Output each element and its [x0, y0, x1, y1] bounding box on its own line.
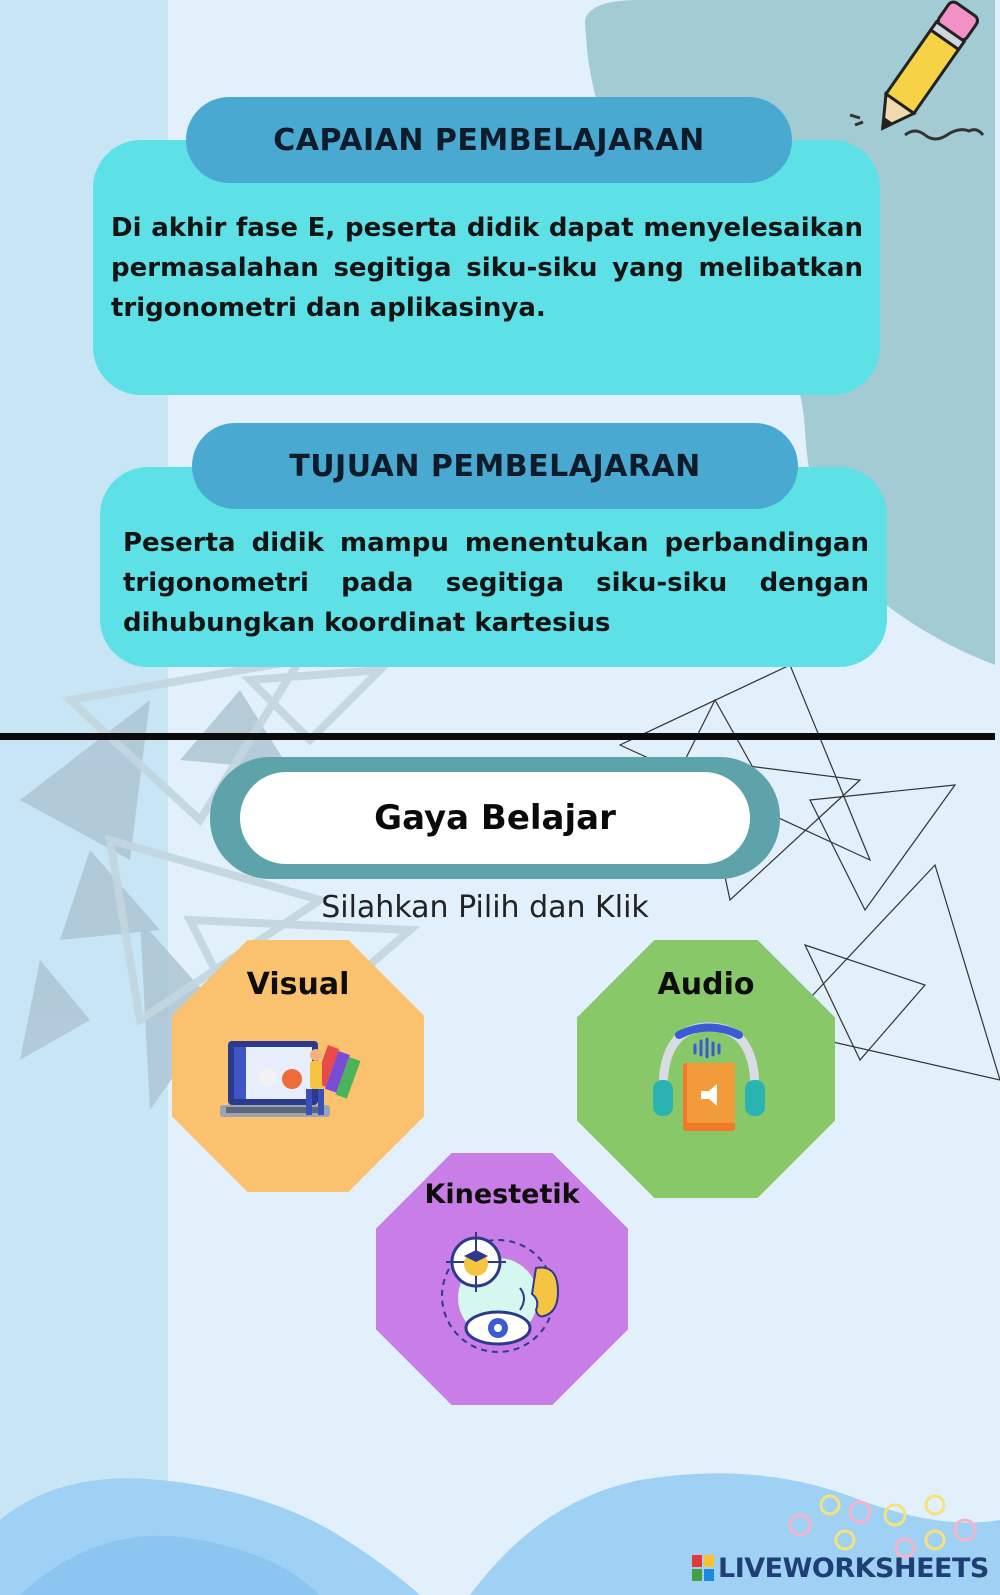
audio-option-label: Audio: [657, 967, 755, 1002]
kinestetik-option-button[interactable]: [376, 1153, 628, 1405]
audiobook-headphones-icon: [649, 1015, 769, 1135]
section-divider: [0, 733, 995, 740]
pencil-icon: [845, 0, 995, 150]
capaian-body: Di akhir fase E, peserta didik dapat menyelesaikan permasalahan segitiga siku-siku yang melibatkan trigonometri dan aplikasinya.: [111, 213, 863, 323]
liveworksheets-logo-icon: [692, 1555, 714, 1581]
kinestetik-option-label: Kinestetik: [424, 1179, 580, 1210]
gaya-belajar-title: Gaya Belajar: [240, 772, 750, 864]
liveworksheets-brand: LIVEWORKSHEETS: [718, 1552, 989, 1584]
capaian-title: CAPAIAN PEMBELAJARAN: [186, 97, 792, 183]
gaya-belajar-subtitle: Silahkan Pilih dan Klik: [321, 890, 649, 925]
tujuan-body: Peserta didik mampu menentukan perbandingan trigonometri pada segitiga siku-siku dengan dihubungkan koordinat kartesius: [123, 528, 869, 638]
learning-senses-icon: [432, 1228, 572, 1358]
liveworksheets-logo: [692, 1553, 989, 1583]
laptop-design-icon: [220, 1035, 370, 1145]
tujuan-title: TUJUAN PEMBELAJARAN: [192, 423, 798, 509]
visual-option-label: Visual: [246, 967, 350, 1002]
